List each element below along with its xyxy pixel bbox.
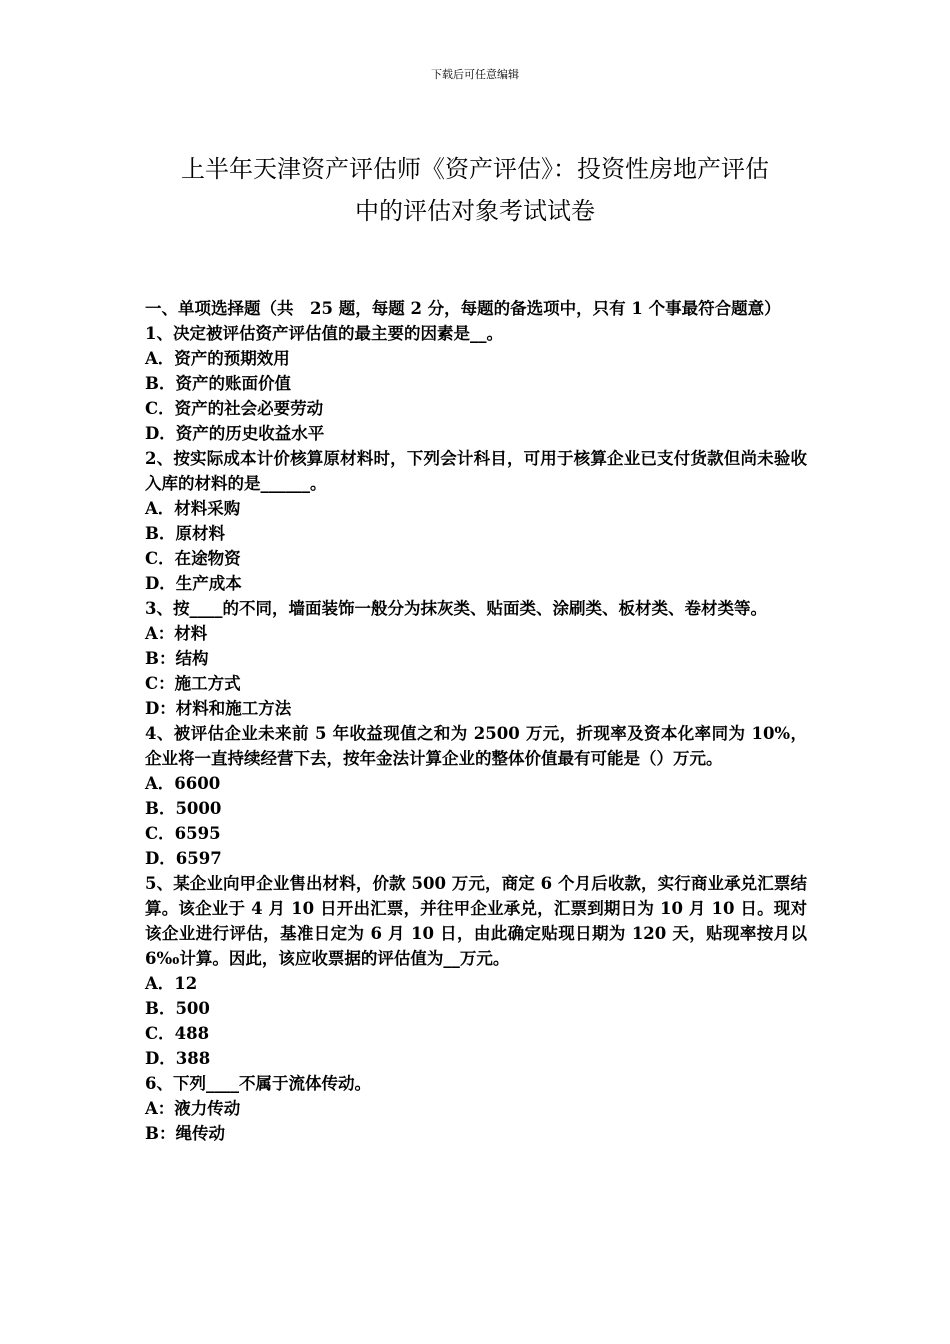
document-title-line-2: 中的评估对象考试试卷 — [355, 197, 595, 225]
question-5 — [145, 871, 807, 1071]
question-stem: 1、决定被评估资产评估值的最主要的因素是__。 — [145, 324, 503, 343]
option-d: D．6597 — [145, 849, 222, 868]
document-title-line-1: 上半年天津资产评估师《资产评估》：投资性房地产评估 — [181, 155, 769, 183]
option-d: D．生产成本 — [145, 574, 242, 593]
header-note: 下载后可任意编辑 — [431, 68, 519, 81]
option-c: C．488 — [145, 1024, 210, 1043]
question-stem: 3、按____的不同，墙面装饰一般分为抹灰类、贴面类、涂刷类、板材类、卷材类等。 — [145, 599, 767, 618]
option-b: B．500 — [145, 999, 210, 1018]
option-b: B．原材料 — [145, 524, 225, 543]
question-2 — [145, 446, 807, 596]
option-c: C．在途物资 — [145, 549, 241, 568]
option-a: A．12 — [145, 974, 198, 993]
question-3 — [145, 596, 807, 721]
option-d: D：材料和施工方法 — [145, 699, 292, 718]
question-4 — [145, 721, 807, 871]
option-b: B：结构 — [145, 649, 209, 668]
question-1 — [145, 321, 807, 446]
option-c: C．6595 — [145, 824, 221, 843]
section-heading: 一、单项选择题（共 25 题，每题 2 分，每题的备选项中，只有 1 个事最符合题意） — [145, 299, 781, 318]
option-d: D．388 — [145, 1049, 211, 1068]
question-6 — [145, 1071, 807, 1146]
question-stem: 4、被评估企业未来前 5 年收益现值之和为 2500 万元，折现率及资本化率同为 10%，企业将一直持续经营下去，按年金法计算企业的整体价值最有可能是（）万元。 — [145, 724, 807, 768]
exam-content — [145, 296, 807, 1146]
document-title — [145, 148, 805, 232]
option-a: A．材料采购 — [145, 499, 241, 518]
option-b: B：绳传动 — [145, 1124, 225, 1143]
option-b: B．资产的账面价值 — [145, 374, 291, 393]
option-a: A：材料 — [145, 624, 208, 643]
option-a: A：液力传动 — [145, 1099, 241, 1118]
option-d: D．资产的历史收益水平 — [145, 424, 325, 443]
option-a: A．资产的预期效用 — [145, 349, 290, 368]
question-stem: 6、下列____不属于流体传动。 — [145, 1074, 371, 1093]
question-stem: 2、按实际成本计价核算原材料时，下列会计科目，可用于核算企业已支付货款但尚未验收入库的材料的是______。 — [145, 449, 807, 493]
question-stem: 5、某企业向甲企业售出材料，价款 500 万元，商定 6 个月后收款，实行商业承兑汇票结算。该企业于 4 月 10 日开出汇票，并往甲企业承兑，汇票到期日为 10 月 10 日。现对该企业进行评估，基准日定为 6 月 10 日，由此确定贴现日期为 120 天，贴现率按月以 6‰计算。因此，该应收票据的评估值为__万元。 — [145, 874, 807, 968]
option-a: A．6600 — [145, 774, 221, 793]
option-c: C．资产的社会必要劳动 — [145, 399, 324, 418]
option-b: B．5000 — [145, 799, 222, 818]
option-c: C：施工方式 — [145, 674, 241, 693]
